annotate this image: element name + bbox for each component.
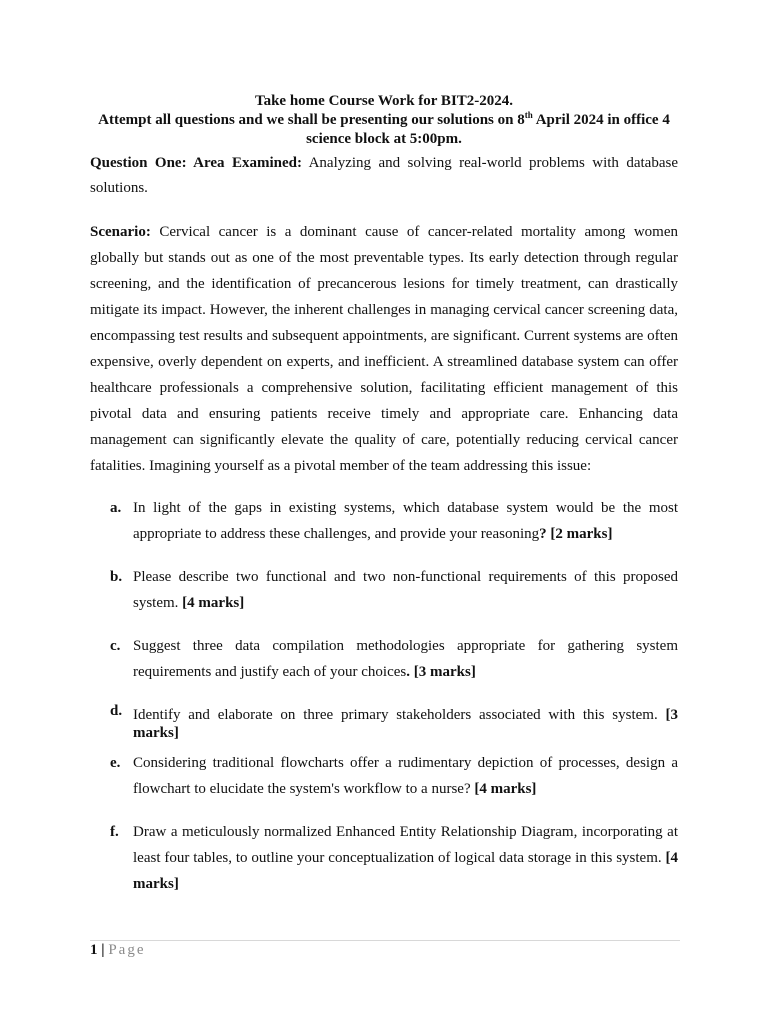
task-list [90,495,678,897]
task-item-c [90,633,678,685]
task-text: Please describe two functional and two non-functional requirements of this proposed system. [133,569,678,611]
presentation-instructions [90,111,678,149]
instructions-text-start: Attempt all questions and we shall be presenting our solutions on 8 [98,112,525,128]
page-footer [90,940,680,959]
task-item-f [90,819,678,897]
task-text: Draw a meticulously normalized Enhanced Entity Relationship Diagram, incorporating at least four tables, to outline your conceptualization of logical data storage in this system. [133,824,678,866]
task-letter: e. [110,755,121,771]
task-text: Considering traditional flowcharts offer a rudimentary depiction of processes, design a flowchart to elucidate the system's workflow to a nurse? [133,755,678,797]
task-text: Suggest three data compilation methodologies appropriate for gathering system requirements and justify each of your choices [133,638,678,680]
task-item-b [90,564,678,616]
task-letter: b. [110,569,123,585]
question-one-text: Analyzing and solving real-world problems with database solutions. [90,155,678,196]
page-number: 1 [90,942,98,958]
task-item-a [90,495,678,547]
document-title: Take home Course Work for BIT2-2024. [254,93,514,109]
task-letter: f. [110,824,119,840]
task-letter: c. [110,638,121,654]
scenario-paragraph [90,219,678,479]
task-marks: [3 marks] [133,707,678,741]
task-marks: [4 marks] [182,595,245,611]
instructions-text-end: April 2024 in office 4 science block at 5:00pm. [306,112,670,147]
scenario-label: Scenario: [90,224,151,240]
task-marks: ? [2 marks] [539,526,613,542]
task-text: In light of the gaps in existing systems, which database system would be the most appropriate to address these challenges, and provide your reasoning [133,500,678,542]
page-label: Page [108,942,146,958]
scenario-text: Cervical cancer is a dominant cause of cancer-related mortality among women globally but stands out as one of the most preventable types. Its early detection through regular screening, and the identification of precancerous lesions for timely treatment, can drastically mitigate its impact. However, the inherent challenges in managing cervical cancer screening data, encompassing test results and subsequent appointments, are significant. Current systems are often expensive, overly dependent on experts, and inefficient. A streamlined database system can offer healthcare professionals a comprehensive solution, facilitating efficient management of this pivotal data and ensuring patients receive timely and appropriate care. Enhancing data management can significantly elevate the quality of care, potentially reducing cervical cancer fatalities. Imagining yourself as a pivotal member of the team addressing this issue: [90,224,678,474]
task-marks: [4 marks] [133,850,678,892]
document-page [90,92,678,914]
task-letter: d. [110,703,123,719]
task-marks: . [3 marks] [406,664,476,680]
task-item-e [90,750,678,802]
task-marks: [4 marks] [474,781,537,797]
ordinal-suffix: th [524,110,533,120]
footer-separator: | [97,942,109,958]
question-one-label: Question One: Area Examined: [90,155,302,171]
task-text: Identify and elaborate on three primary stakeholders associated with this system. [133,707,666,723]
task-item-d [90,702,678,742]
question-one [90,151,678,201]
title-block [90,92,678,149]
task-letter: a. [110,500,122,516]
